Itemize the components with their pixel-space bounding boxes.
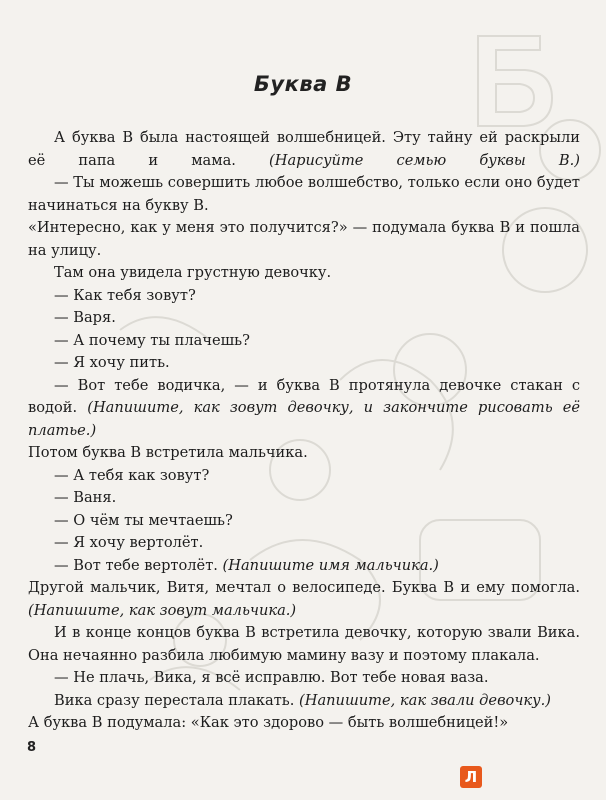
task-hint: (Напишите, как звали девочку.) xyxy=(299,691,551,709)
paragraph-text: — Не плачь, Вика, я всё исправлю. Вот тебе новая ваза. xyxy=(54,669,489,686)
paragraph-text: Вика сразу перестала плакать. xyxy=(54,691,300,709)
paragraph-text: — А тебя как зовут? xyxy=(54,466,210,484)
paragraph xyxy=(28,285,580,308)
paragraph xyxy=(28,487,580,510)
paragraph-text: А буква В была настоящей волшебницей. Эту тайну ей раскрыли её папа и мама. xyxy=(28,129,580,169)
paragraph xyxy=(28,375,580,443)
paragraph-text: Там она увидела грустную девочку. xyxy=(54,264,332,281)
page-title: Буква В xyxy=(253,72,353,96)
paragraph-text: И в конце концов буква В встретила девочку, которую звали Вика. Она нечаянно разбила любимую мамину вазу и поэтому плакала. xyxy=(28,624,580,664)
paragraph-text: — Вот тебе вертолёт. xyxy=(54,556,223,574)
task-hint: (Напишите имя мальчика.) xyxy=(222,556,439,574)
paragraph-text: — Ваня. xyxy=(54,489,117,506)
paragraph xyxy=(28,465,580,488)
paragraph xyxy=(28,352,580,375)
paragraph xyxy=(28,172,580,217)
page-number: 8 xyxy=(27,740,37,755)
paragraph xyxy=(28,330,580,353)
paragraph xyxy=(28,555,580,578)
paragraph xyxy=(28,577,580,622)
paragraph-text: «Интересно, как у меня это получится?» — подумала буква В и пошла на улицу. xyxy=(28,219,580,259)
paragraph xyxy=(28,262,580,285)
paragraph-text: — Ты можешь совершить любое волшебство, только если оно будет начинаться на букву В. xyxy=(28,174,580,214)
task-hint: (Напишите, как зовут мальчика.) xyxy=(28,601,297,619)
paragraph-text: — Я хочу вертолёт. xyxy=(54,534,204,551)
paragraph xyxy=(28,690,580,713)
paragraph-text: — Вот тебе водичка, — и буква В протянула девочке стакан с водой. xyxy=(28,376,580,416)
paragraph xyxy=(28,442,580,465)
paragraph xyxy=(28,127,580,172)
paragraph xyxy=(28,622,580,667)
task-hint: (Напишите, как зовут девочку, и закончите рисовать её платье.) xyxy=(28,399,581,439)
paragraph xyxy=(28,712,580,735)
paragraph-text: — Как тебя зовут? xyxy=(54,286,196,304)
paragraph xyxy=(28,667,580,690)
paragraph-text: Другой мальчик, Витя, мечтал о велосипеде. Буква В и ему помогла. xyxy=(28,579,580,596)
logo-letter: Л xyxy=(464,768,478,786)
paragraph-text: — А почему ты плачешь? xyxy=(54,331,250,349)
publisher-logo-badge xyxy=(460,766,482,788)
task-hint: (Нарисуйте семью буквы В.) xyxy=(269,151,580,169)
paragraph xyxy=(28,307,580,330)
paragraph-text: — О чём ты мечтаешь? xyxy=(54,511,233,529)
paragraph-text: Потом буква В встретила мальчика. xyxy=(28,444,308,461)
paragraph-text: — Я хочу пить. xyxy=(54,354,170,371)
paragraph-text: — Варя. xyxy=(54,309,116,326)
story-text xyxy=(28,127,580,735)
paragraph-text: А буква В подумала: «Как это здорово — быть волшебницей!» xyxy=(28,714,509,731)
paragraph xyxy=(28,532,580,555)
paragraph xyxy=(28,510,580,533)
paragraph xyxy=(28,217,580,262)
